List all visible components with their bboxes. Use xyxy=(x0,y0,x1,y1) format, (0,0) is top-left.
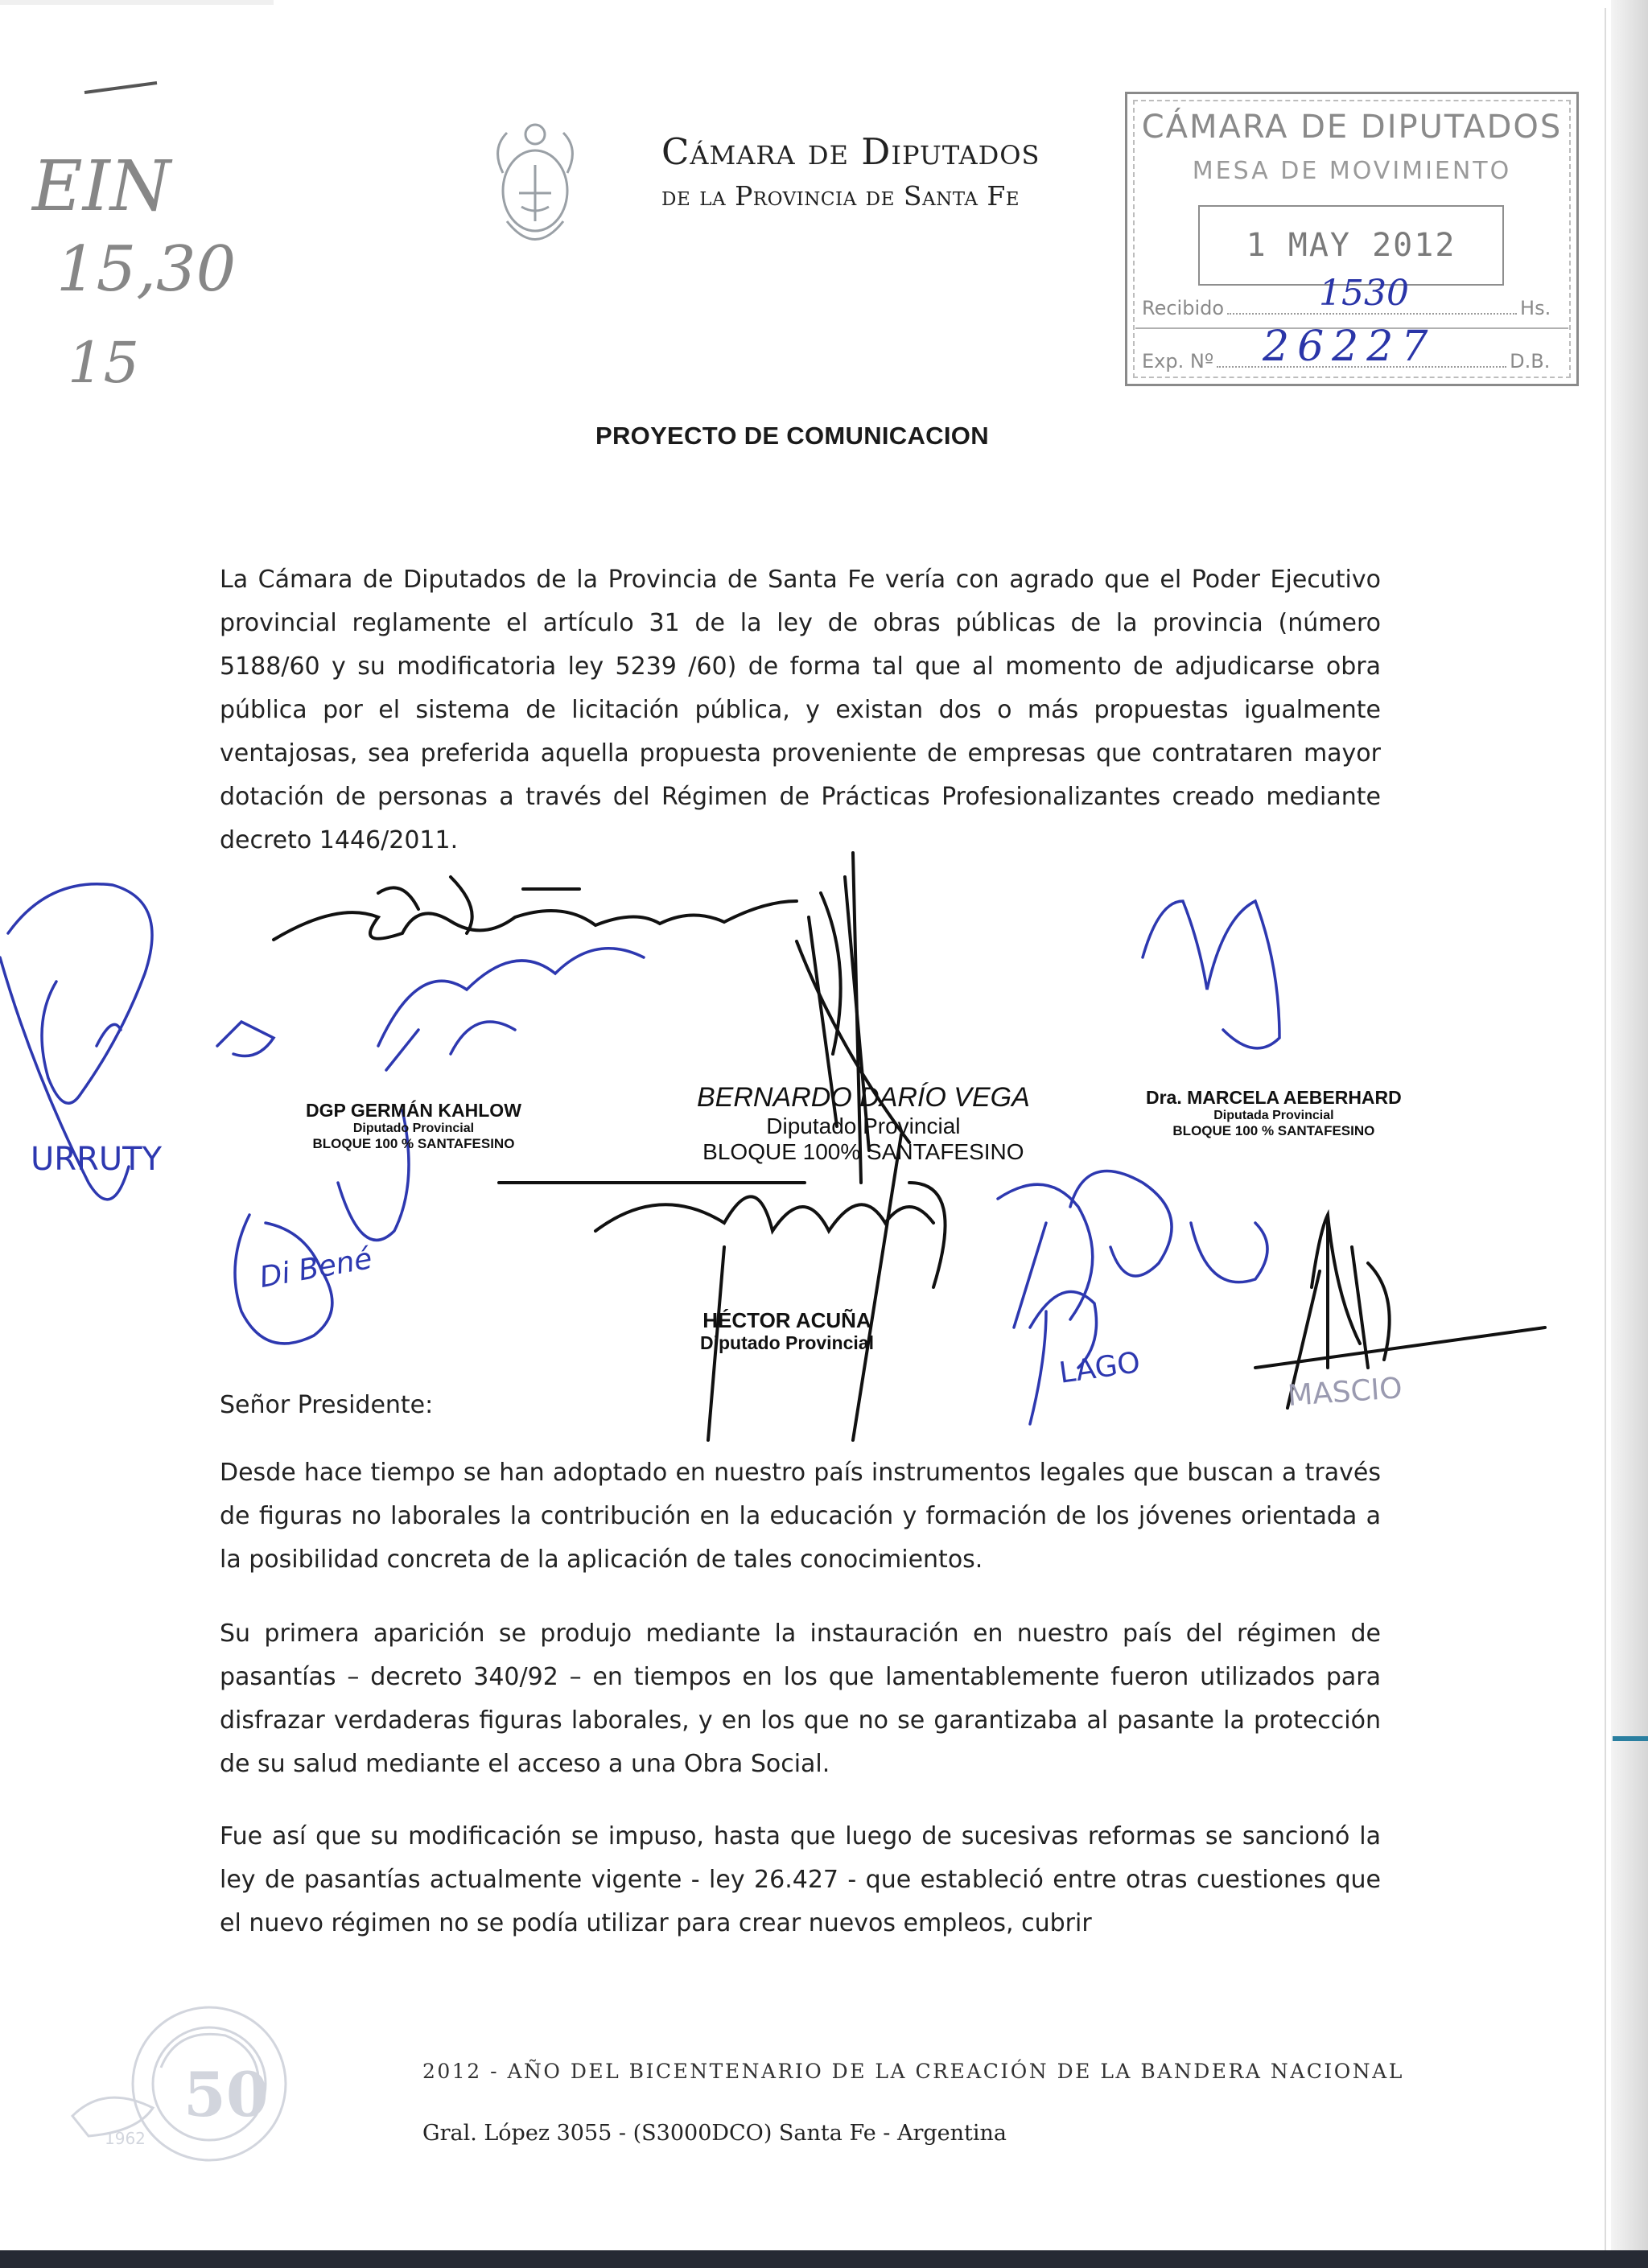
stamp-recibido-value: 1530 xyxy=(1319,273,1409,314)
body-paragraph-2: Su primera aparición se produjo mediante la instauración en nuestro país del régimen de pasantías – decreto 340/92 – en tiempos en los que lamentablemente fueron utilizados para disfrazar verdaderas figuras laborales, y en los que no se garantizaba al pasante la protección de su salud mediante el acceso a una Obra Social. xyxy=(220,1620,1381,1778)
salutation: Señor Presidente: xyxy=(220,1391,434,1419)
signatory-role: Diputada Provincial xyxy=(1213,1109,1334,1122)
signature-block-acuna xyxy=(700,1308,874,1353)
scan-bottom-edge xyxy=(0,2250,1648,2268)
stamp-date: 1 MAY 2012 xyxy=(1198,205,1504,286)
handwritten-name-di-bene: Di Bené xyxy=(257,1242,375,1295)
scan-artifact xyxy=(0,0,274,5)
signatory-bloc: BLOQUE 100% SANTAFESINO xyxy=(702,1139,1024,1164)
signatory-role: Diputado Provincial xyxy=(352,1122,475,1135)
body-paragraph-1: Desde hace tiempo se han adoptado en nuestro país instrumentos legales que buscan a través de figuras no laborales la contribución en la educación y formación de los jóvenes orientada a la posibilidad concreta de la aplicación de tales conocimientos. xyxy=(220,1459,1381,1574)
receipt-stamp xyxy=(1125,92,1579,386)
stamp-recibido-unit: Hs. xyxy=(1520,297,1551,319)
body-paragraph-3: Fue así que su modificación se impuso, hasta que luego de sucesivas reformas se sancionó la ley de pasantías actualmente vigente - ley 26.427 - que estableció entre otras cuestiones que el nuevo régimen no se podía utilizar para crear nuevos empleos, cubrir xyxy=(220,1822,1381,1937)
province-crest-icon xyxy=(483,117,587,261)
signatory-bloc: BLOQUE 100 % SANTAFESINO xyxy=(1172,1123,1375,1138)
stamp-subtitle: MESA DE MOVIMIENTO xyxy=(1192,157,1512,185)
stamp-exp-label: Exp. Nº xyxy=(1142,350,1214,373)
stamp-exp-unit: D.B. xyxy=(1510,350,1551,373)
page-edge xyxy=(1611,0,1648,2268)
seal-years: 1962 xyxy=(105,2129,146,2148)
signature-stroke xyxy=(274,901,797,940)
document-heading: PROYECTO DE COMUNICACION xyxy=(595,422,989,450)
intro-paragraph: La Cámara de Diputados de la Provincia de Santa Fe vería con agrado que el Poder Ejecutivo provincial reglamente el artículo 31 de la ley de obras públicas de la provincia (número 5188/60 y su modificatoria ley 5239 /60) de forma tal que al momento de adjudicarse obra pública por el sistema de licitación pública, y existan dos o más propuestas igualmente ventajosas, sea preferida aquella propuesta proveniente de empresas que contrataren mayor dotación de personas a través del Régimen de Prácticas Profesionalizantes creado mediante decreto 1446/2011. xyxy=(220,566,1381,854)
signatory-name: HÉCTOR ACUÑA xyxy=(702,1308,871,1332)
footer-year-motto: 2012 - AÑO DEL BICENTENARIO DE LA CREACIÓN DE LA BANDERA NACIONAL xyxy=(422,2060,1404,2083)
stamp-exp-row xyxy=(1142,323,1565,373)
signatory-name: DGP GERMÁN KAHLOW xyxy=(306,1100,521,1121)
margin-note: 15 xyxy=(68,330,140,396)
signature-block-aeberhard xyxy=(1146,1086,1402,1139)
stamp-exp-value: 26227 xyxy=(1263,323,1436,371)
stamp-recibido-row xyxy=(1142,273,1565,319)
handwritten-name-lago: LAGO xyxy=(1057,1346,1143,1390)
footer-address: Gral. López 3055 - (S3000DCO) Santa Fe - Argentina xyxy=(422,2121,1007,2146)
margin-note: 15,30 xyxy=(56,233,237,306)
institution-title: Cámara de Diputados xyxy=(661,130,1040,173)
edge-mark xyxy=(1613,1736,1648,1741)
stamp-recibido-label: Recibido xyxy=(1142,297,1225,319)
signatory-name: Dra. MARCELA AEBERHARD xyxy=(1146,1087,1402,1108)
seal-number: 50 xyxy=(183,2059,269,2130)
stamp-title: CÁMARA DE DIPUTADOS xyxy=(1141,109,1563,146)
signatory-name: BERNARDO DARÍO VEGA xyxy=(697,1082,1030,1113)
anniversary-seal-icon xyxy=(56,1995,306,2172)
institution-subtitle: de la Provincia de Santa Fe xyxy=(661,180,1020,212)
handwritten-name-mascio: MASCIO xyxy=(1286,1372,1403,1413)
signature-block-kahlow xyxy=(306,1099,521,1152)
signatory-bloc: BLOQUE 100 % SANTAFESINO xyxy=(312,1136,515,1151)
margin-dash xyxy=(80,76,161,101)
handwritten-name-urruty: URRUTY xyxy=(31,1141,163,1178)
signatory-role: Diputado Provincial xyxy=(766,1113,961,1138)
signatory-role: Diputado Provincial xyxy=(700,1332,874,1353)
margin-note: EIN xyxy=(32,146,171,227)
signature-stroke xyxy=(8,884,152,1104)
signature-block-vega xyxy=(697,1081,1030,1165)
page-edge-line xyxy=(1605,8,1606,2253)
